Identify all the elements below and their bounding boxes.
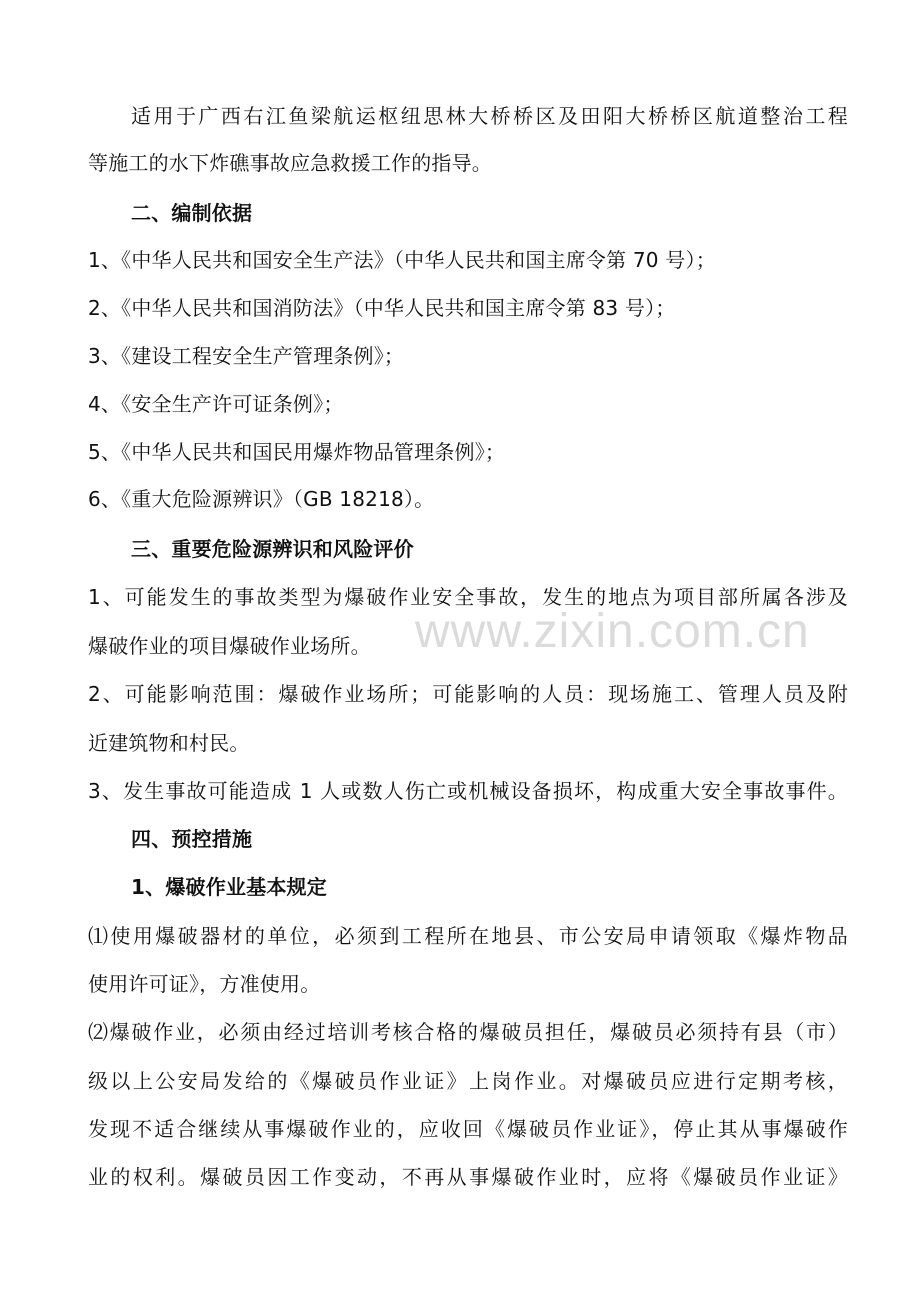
rule-2-line-1: ⑵爆破作业，必须由经过培训考核合格的爆破员担任，爆破员必须持有县（市） bbox=[88, 1020, 848, 1044]
hazard-item-3: 3、发生事故可能造成 1 人或数人伤亡或机械设备损坏，构成重大安全事故事件。 bbox=[88, 779, 848, 803]
rule-1-line-2: 使用许可证》，方准使用。 bbox=[88, 972, 321, 996]
watermark: www.zixin.com.cn bbox=[415, 605, 810, 658]
section-heading-prevention: 四、预控措施 bbox=[131, 827, 253, 851]
hazard-item-2-line-2: 近建筑物和村民。 bbox=[88, 731, 250, 755]
rule-2-line-3: 发现不适合继续从事爆破作业的，应收回《爆破员作业证》，停止其从事爆破作 bbox=[88, 1117, 848, 1141]
rule-2-line-2: 级以上公安局发给的《爆破员作业证》上岗作业。对爆破员应进行定期考核， bbox=[88, 1069, 848, 1093]
section-heading-hazard: 三、重要危险源辨识和风险评价 bbox=[131, 537, 414, 561]
hazard-item-1-line-1: 1、可能发生的事故类型为爆破作业安全事故，发生的地点为项目部所属各涉及 bbox=[88, 585, 848, 609]
basis-item-1: 1、《中华人民共和国安全生产法》（中华人民共和国主席令第 70 号）； bbox=[88, 248, 716, 272]
rule-2-line-4: 业的权利。爆破员因工作变动，不再从事爆破作业时，应将《爆破员作业证》 bbox=[88, 1165, 848, 1189]
basis-item-3: 3、《建设工程安全生产管理条例》； bbox=[88, 344, 405, 368]
rule-1-line-1: ⑴使用爆破器材的单位，必须到工程所在地县、市公安局申请领取《爆炸物品 bbox=[88, 924, 848, 948]
subsection-heading-blasting-rules: 1、爆破作业基本规定 bbox=[131, 875, 327, 899]
hazard-item-2-line-1: 2、可能影响范围：爆破作业场所；可能影响的人员：现场施工、管理人员及附 bbox=[88, 682, 848, 706]
basis-item-2: 2、《中华人民共和国消防法》（中华人民共和国主席令第 83 号）； bbox=[88, 296, 676, 320]
section-heading-basis: 二、编制依据 bbox=[131, 201, 253, 225]
basis-item-5: 5、《中华人民共和国民用爆炸物品管理条例》； bbox=[88, 440, 506, 464]
intro-line-2: 等施工的水下炸礁事故应急救援工作的指导。 bbox=[88, 151, 492, 175]
hazard-item-1-line-2: 爆破作业的项目爆破作业场所。 bbox=[88, 634, 371, 658]
intro-line-1: 适用于广西右江鱼梁航运枢纽思林大桥桥区及田阳大桥桥区航道整治工程 bbox=[131, 104, 848, 128]
basis-item-6: 6、《重大危险源辨识》（GB 18218）。 bbox=[88, 487, 435, 511]
basis-item-4: 4、《安全生产许可证条例》； bbox=[88, 392, 344, 416]
